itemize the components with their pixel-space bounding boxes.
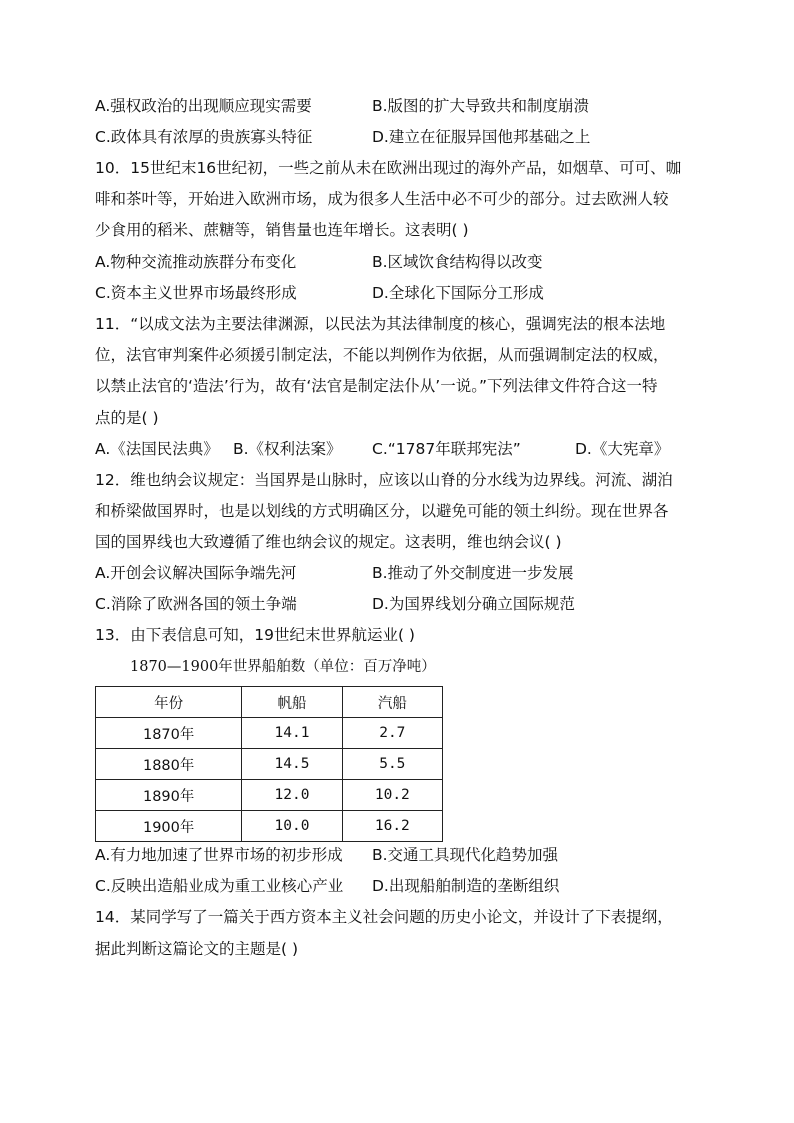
q9-option-c: C.政体具有浓厚的贵族寡头特征	[95, 128, 313, 146]
q11-option-b: B.《权利法案》	[233, 440, 342, 458]
q10-option-c: C.资本主义世界市场最终形成	[95, 284, 297, 302]
cell-steam: 2.7	[342, 718, 442, 749]
cell-sailing: 14.1	[242, 718, 342, 749]
q9-option-d: D.建立在征服异国他邦基础之上	[372, 128, 591, 146]
q13-option-a: A.有力地加速了世界市场的初步形成	[95, 846, 343, 864]
cell-steam: 10.2	[342, 780, 442, 811]
q11-stem-line: 以禁止法官的‘造法’行为，故有‘法官是制定法仆从’一说。”下列法律文件符合这一特	[95, 377, 658, 395]
q13-option-b: B.交通工具现代化趋势加强	[372, 846, 559, 864]
q10-option-d: D.全球化下国际分工形成	[372, 284, 544, 302]
q12-stem-line: 12．维也纳会议规定：当国界是山脉时，应该以山脊的分水线为边界线。河流、湖泊	[95, 471, 673, 489]
q10-stem-line: 少食用的稻米、蔗糖等，销售量也连年增长。这表明( )	[95, 221, 469, 239]
q12-option-c: C.消除了欧洲各国的领土争端	[95, 595, 297, 613]
q11-stem-line: 11．“以成文法为主要法律渊源，以民法为其法律制度的核心，强调宪法的根本法地	[95, 315, 666, 333]
q12-option-b: B.推动了外交制度进一步发展	[372, 564, 574, 582]
header-sailing-ships: 帆船	[242, 687, 342, 718]
header-steamships: 汽船	[342, 687, 442, 718]
q12-stem-line: 国的国界线也大致遵循了维也纳会议的规定。这表明，维也纳会议( )	[95, 533, 562, 551]
q14-stem-line: 据此判断这篇论文的主题是( )	[95, 940, 299, 958]
cell-sailing: 14.5	[242, 749, 342, 780]
ship-tonnage-table	[95, 686, 443, 842]
q12-stem-line: 和桥梁做国界时，也是以划线的方式明确区分，以避免可能的领土纠纷。现在世界各	[95, 502, 669, 520]
table-caption: 1870—1900年世界船舶数（单位：百万净吨）	[130, 659, 436, 675]
q10-option-b: B.区域饮食结构得以改变	[372, 253, 543, 271]
q11-option-d: D.《大宪章》	[575, 440, 670, 458]
q12-option-a: A.开创会议解决国际争端先河	[95, 564, 297, 582]
q13-stem: 13．由下表信息可知，19世纪末世界航运业( )	[95, 626, 415, 644]
q11-stem-line: 点的是( )	[95, 409, 159, 427]
q12-option-d: D.为国界线划分确立国际规范	[372, 595, 575, 613]
q9-option-a: A.强权政治的出现顺应现实需要	[95, 97, 312, 115]
table-header-row	[96, 687, 443, 718]
header-year: 年份	[96, 687, 242, 718]
cell-year: 1870年	[96, 718, 242, 749]
q11-stem-line: 位，法官审判案件必须援引制定法，不能以判例作为依据，从而强调制定法的权威，	[95, 346, 669, 364]
cell-year: 1900年	[96, 811, 242, 842]
cell-steam: 5.5	[342, 749, 442, 780]
table-row	[96, 780, 443, 811]
q11-option-a: A.《法国民法典》	[95, 440, 219, 458]
q11-option-c: C.“1787年联邦宪法”	[372, 440, 521, 458]
q13-option-d: D.出现船舶制造的垄断组织	[372, 877, 560, 895]
q13-option-c: C.反映出造船业成为重工业核心产业	[95, 877, 344, 895]
cell-steam: 16.2	[342, 811, 442, 842]
table-row	[96, 811, 443, 842]
table-row	[96, 718, 443, 749]
table-row	[96, 749, 443, 780]
q10-stem-line: 啡和茶叶等，开始进入欧洲市场，成为很多人生活中必不可少的部分。过去欧洲人较	[95, 190, 669, 208]
q14-stem-line: 14．某同学写了一篇关于西方资本主义社会问题的历史小论文，并设计了下表提纲，	[95, 908, 673, 926]
q9-option-b: B.版图的扩大导致共和制度崩溃	[372, 97, 590, 115]
cell-year: 1890年	[96, 780, 242, 811]
cell-year: 1880年	[96, 749, 242, 780]
q10-option-a: A.物种交流推动族群分布变化	[95, 253, 297, 271]
cell-sailing: 10.0	[242, 811, 342, 842]
cell-sailing: 12.0	[242, 780, 342, 811]
q10-stem-line: 10．15世纪末16世纪初，一些之前从未在欧洲出现过的海外产品，如烟草、可可、咖	[95, 159, 682, 177]
